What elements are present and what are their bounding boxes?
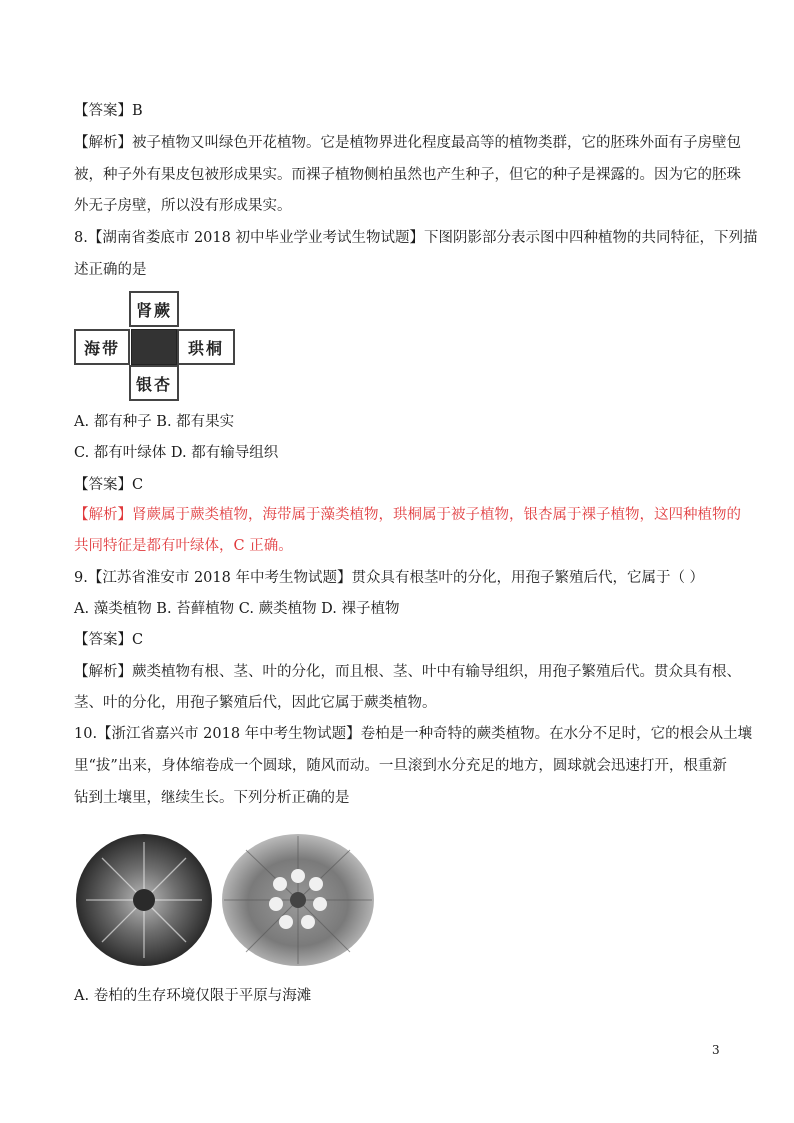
question-9-answer: 【答案】C	[74, 632, 144, 648]
question-8-text: 8.【湖南省娄底市 2018 初中毕业学业考试生物试题】下图阴影部分表示图中四种植物的共同特征，下列描	[74, 230, 758, 246]
plant-cross-diagram	[74, 291, 234, 399]
question-9-explanation: 茎、叶的分化，用孢子繁殖后代，因此它属于蕨类植物。	[74, 695, 437, 711]
question-9-explanation: 【解析】蕨类植物有根、茎、叶的分化，而且根、茎、叶中有输导组织，用孢子繁殖后代。贯众具有根、	[74, 664, 741, 680]
question-8-options: A. 都有种子 B. 都有果实	[74, 414, 235, 430]
page-number: 3	[712, 1043, 720, 1057]
answer-line: 【答案】B	[74, 103, 143, 119]
question-10-text: 钻到土壤里，继续生长。下列分析正确的是	[74, 790, 350, 806]
question-9-options: A. 藻类植物 B. 苔藓植物 C. 蕨类植物 D. 裸子植物	[74, 601, 400, 617]
explanation-line: 被，种子外有果皮包被形成果实。而裸子植物侧柏虽然也产生种子，但它的种子是裸露的。因为它的胚珠	[74, 167, 741, 183]
curled-selaginella-image	[74, 828, 214, 968]
question-9-text: 9.【江苏省淮安市 2018 年中考生物试题】贯众具有根茎叶的分化，用孢子繁殖后代，它属于（ ）	[74, 570, 705, 586]
explanation-line: 外无子房壁，所以没有形成果实。	[74, 198, 292, 214]
diagram-cell-left: 海带	[74, 329, 130, 365]
question-10-text: 里“拔”出来，身体缩卷成一个圆球，随风而动。一旦滚到水分充足的地方，圆球就会迅速打开，根重新	[74, 758, 727, 774]
question-10-text: 10.【浙江省嘉兴市 2018 年中考生物试题】卷柏是一种奇特的蕨类植物。在水分不足时，它的根会从土壤	[74, 726, 753, 742]
question-8-options: C. 都有叶绿体 D. 都有输导组织	[74, 445, 279, 461]
question-10-option-a: A. 卷柏的生存环境仅限于平原与海滩	[74, 988, 312, 1004]
diagram-cell-top: 肾蕨	[129, 291, 179, 327]
explanation-line: 【解析】被子植物又叫绿色开花植物。它是植物界进化程度最高等的植物类群，它的胚珠外面有子房壁包	[74, 135, 741, 151]
opened-selaginella-image	[220, 828, 376, 968]
diagram-shaded-center	[131, 329, 177, 365]
question-8-explanation: 【解析】肾蕨属于蕨类植物，海带属于藻类植物，珙桐属于被子植物，银杏属于裸子植物，这四种植物的	[74, 507, 741, 523]
diagram-cell-right: 珙桐	[177, 329, 235, 365]
question-8-text: 述正确的是	[74, 262, 147, 278]
question-8-explanation: 共同特征是都有叶绿体，C 正确。	[74, 538, 293, 554]
diagram-cell-bottom: 银杏	[129, 365, 179, 401]
question-8-answer: 【答案】C	[74, 477, 144, 493]
